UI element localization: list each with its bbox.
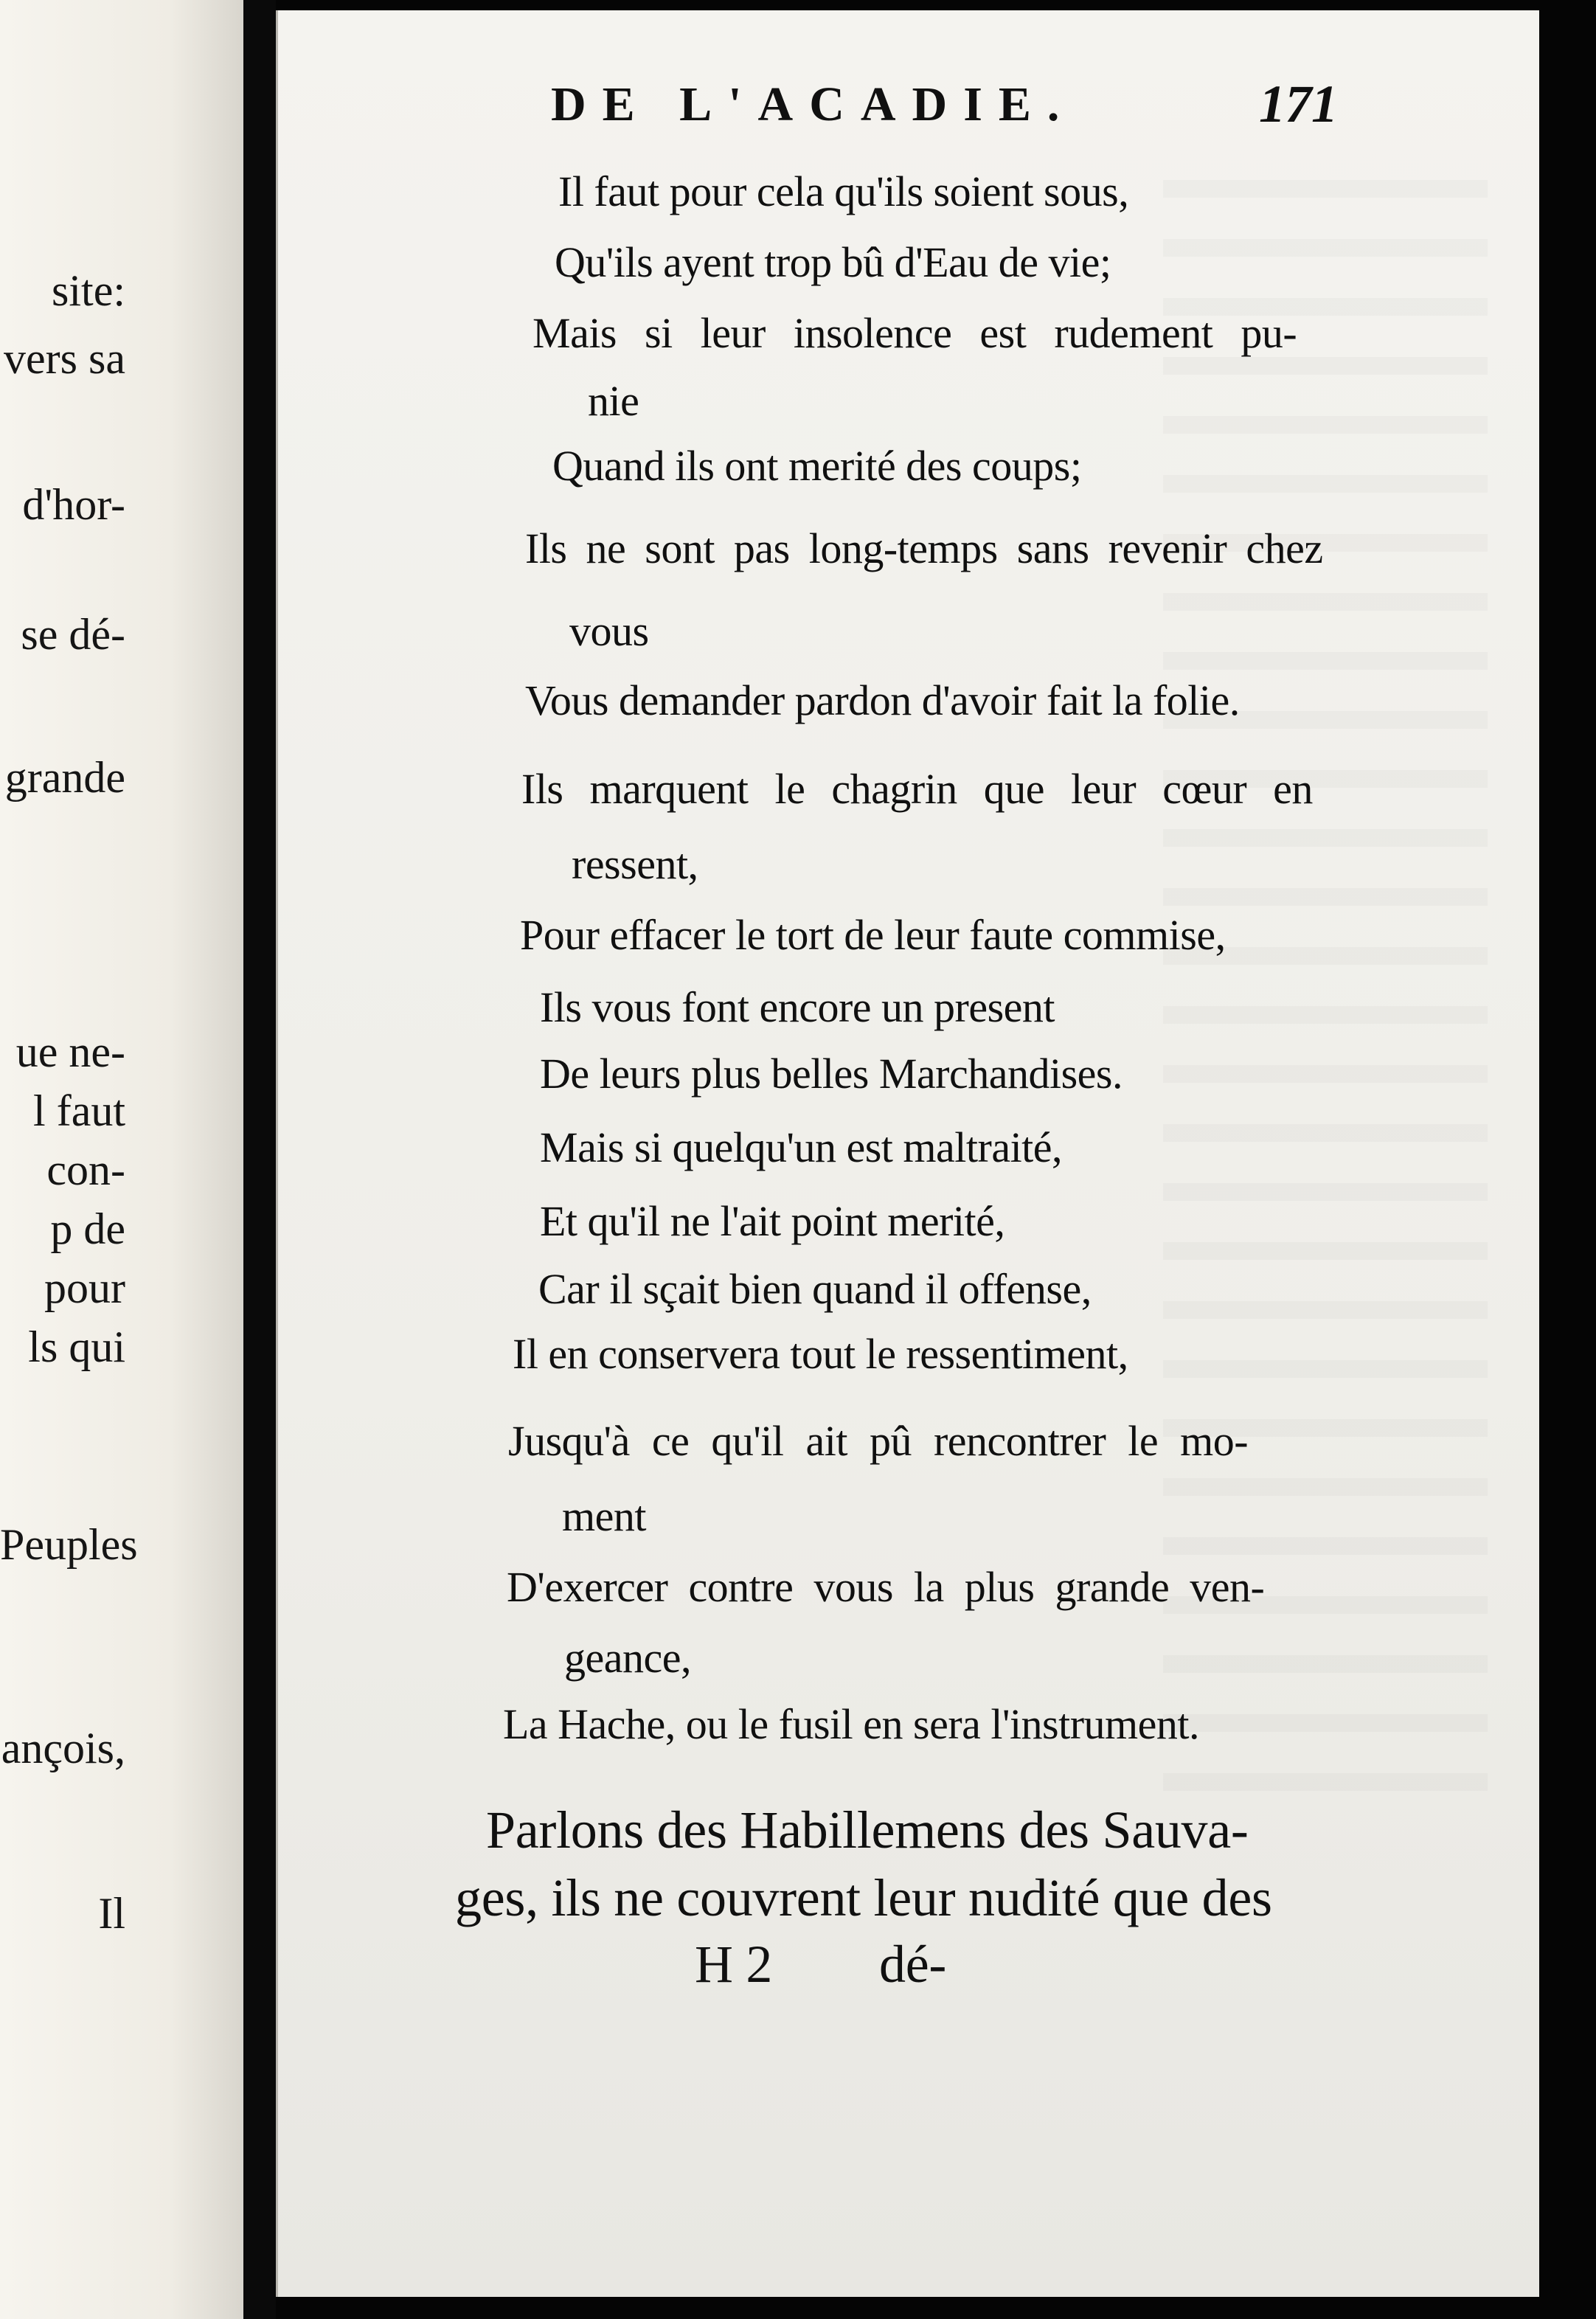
verse-line: Il en conservera tout le ressentiment, bbox=[513, 1330, 1128, 1378]
verse-line: geance, bbox=[564, 1634, 691, 1682]
verse-line: ment bbox=[562, 1492, 646, 1540]
signature-mark: H 2 bbox=[695, 1935, 773, 1994]
verse-line: Ils marquent le chagrin que leur cœur en bbox=[521, 765, 1313, 813]
verse-line: vous bbox=[569, 607, 649, 655]
left-page-line: p de bbox=[50, 1204, 125, 1253]
left-page-line: grande bbox=[4, 753, 125, 802]
verse-line: De leurs plus belles Marchandises. bbox=[540, 1050, 1123, 1098]
verse-line: nie bbox=[588, 377, 639, 425]
show-through-texture bbox=[1163, 180, 1488, 1803]
verse-line: Car il sçait bien quand il offense, bbox=[538, 1265, 1092, 1313]
verse-line: Pour effacer le tort de leur faute commise, bbox=[520, 911, 1226, 959]
verse-line: Vous demander pardon d'avoir fait la folie. bbox=[525, 676, 1240, 724]
verse-line: ressent, bbox=[572, 840, 698, 888]
left-page-line: se dé- bbox=[21, 610, 125, 659]
left-page-line: Il bbox=[98, 1889, 125, 1938]
page-number: 171 bbox=[1259, 74, 1338, 134]
book-gutter bbox=[243, 0, 276, 2319]
running-header: DE L'ACADIE. bbox=[551, 77, 1076, 131]
catchword: dé- bbox=[879, 1935, 947, 1994]
left-page-line: ue ne- bbox=[15, 1027, 125, 1076]
left-page-line: ançois, bbox=[1, 1724, 125, 1772]
left-page-fragment bbox=[0, 0, 243, 2319]
left-page-line: Peuples bbox=[0, 1520, 138, 1569]
verse-line: Ils vous font encore un present bbox=[540, 983, 1055, 1031]
verse-line: Et qu'il ne l'ait point merité, bbox=[540, 1197, 1005, 1245]
left-page-line: l faut bbox=[33, 1086, 125, 1135]
verse-line: Qu'ils ayent trop bû d'Eau de vie; bbox=[555, 238, 1111, 286]
verse-line: Mais si leur insolence est rudement pu- bbox=[532, 309, 1297, 357]
prose-line: ges, ils ne couvrent leur nudité que des bbox=[455, 1868, 1272, 1927]
left-page-line: pour bbox=[44, 1264, 125, 1312]
verse-line: Ils ne sont pas long-temps sans revenir chez bbox=[525, 524, 1323, 572]
left-page-line: con- bbox=[46, 1145, 125, 1194]
verse-line: La Hache, ou le fusil en sera l'instrument. bbox=[503, 1700, 1200, 1748]
verse-line: Il faut pour cela qu'ils soient sous, bbox=[558, 167, 1129, 215]
main-page bbox=[276, 10, 1539, 2297]
verse-line: Jusqu'à ce qu'il ait pû rencontrer le mo- bbox=[508, 1417, 1249, 1465]
left-page-line: ls qui bbox=[28, 1323, 125, 1371]
left-page-line: d'hor- bbox=[22, 480, 125, 529]
prose-line: Parlons des Habillemens des Sauva- bbox=[486, 1800, 1249, 1859]
left-page-line: vers sa bbox=[4, 334, 125, 383]
verse-line: D'exercer contre vous la plus grande ven- bbox=[507, 1563, 1265, 1611]
verse-line: Quand ils ont merité des coups; bbox=[552, 442, 1082, 490]
verse-line: Mais si quelqu'un est maltraité, bbox=[540, 1123, 1063, 1171]
left-page-line: site: bbox=[52, 266, 125, 315]
